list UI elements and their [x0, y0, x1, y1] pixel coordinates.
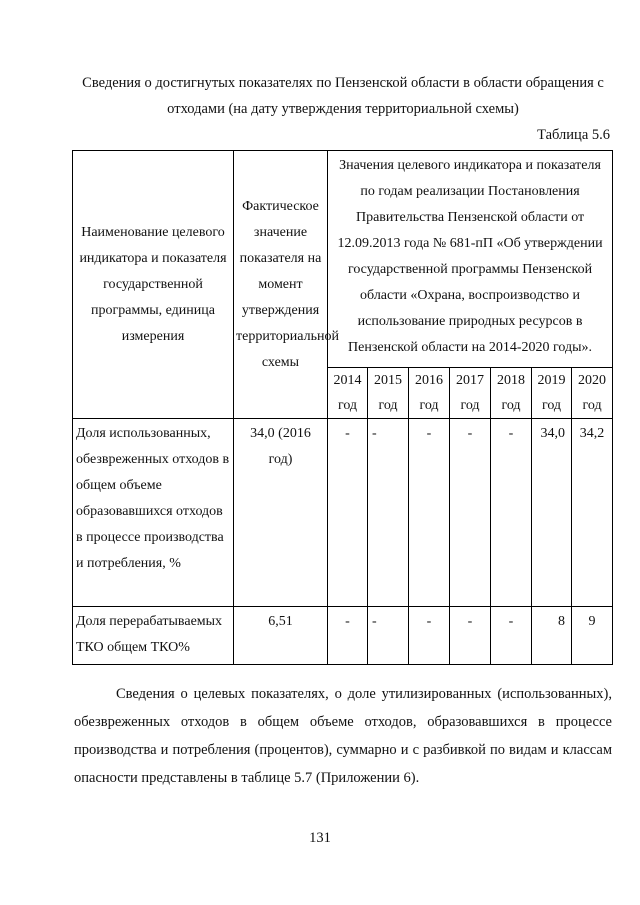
header-year-2020: 2020 год	[572, 368, 613, 419]
row-value-2014: -	[328, 419, 368, 607]
row-value-2016: -	[409, 419, 450, 607]
table-caption: Сведения о достигнутых показателях по Пензенской области в области обращения с отходами (на дату утверждения территориальной схемы)	[82, 75, 604, 117]
body-paragraph: Сведения о целевых показателях, о доле утилизированных (использованных), обезвреженных отходов в общем объеме отходов, образовавшихся в процессе производства и потребления (процентов), суммарно и с разбивкой по видам и классам опасности представлены в таблице 5.7 (Приложении 6).	[74, 686, 612, 786]
indicators-table	[72, 150, 613, 665]
row-value-2015: -	[368, 607, 409, 665]
row-value-2017: -	[450, 607, 491, 665]
table-header-row	[73, 151, 613, 368]
row-value-2017: -	[450, 419, 491, 607]
table-number-label: Таблица 5.6	[537, 127, 610, 143]
row-actual-value: 34,0 (2016 год)	[234, 419, 328, 607]
row-value-2016: -	[409, 607, 450, 665]
header-year-2014: 2014 год	[328, 368, 368, 419]
row-indicator-name: Доля использованных, обезвреженных отходов в общем объеме образовавшихся отходов в процессе производства и потребления, %	[73, 419, 234, 607]
header-year-2019: 2019 год	[532, 368, 572, 419]
row-actual-value: 6,51	[234, 607, 328, 665]
row-value-2014: -	[328, 607, 368, 665]
row-indicator-name: Доля перерабатываемых ТКО общем ТКО%	[73, 607, 234, 665]
row-value-2018: -	[491, 607, 532, 665]
header-year-2016: 2016 год	[409, 368, 450, 419]
row-value-2020: 34,2	[572, 419, 613, 607]
header-year-2015: 2015 год	[368, 368, 409, 419]
row-value-2019: 8	[532, 607, 572, 665]
row-value-2019: 34,0	[532, 419, 572, 607]
header-year-2017: 2017 год	[450, 368, 491, 419]
page-number: 131	[309, 830, 331, 846]
row-value-2018: -	[491, 419, 532, 607]
header-indicator-name: Наименование целевого индикатора и показателя государственной программы, единица измерения	[73, 151, 234, 419]
table-row	[73, 419, 613, 607]
row-value-2020: 9	[572, 607, 613, 665]
header-year-2018: 2018 год	[491, 368, 532, 419]
row-value-2015: -	[368, 419, 409, 607]
table-row	[73, 607, 613, 665]
header-target-values: Значения целевого индикатора и показателя по годам реализации Постановления Правительства Пензенской области от 12.09.2013 года № 681-пП «Об утверждении государственной программы Пензенской области «Охрана, воспроизводство и использование природных ресурсов в Пензенской области на 2014-2020 годы».	[328, 151, 613, 368]
header-actual-value: Фактическое значение показателя на момент утверждения территориальной схемы	[234, 151, 328, 419]
